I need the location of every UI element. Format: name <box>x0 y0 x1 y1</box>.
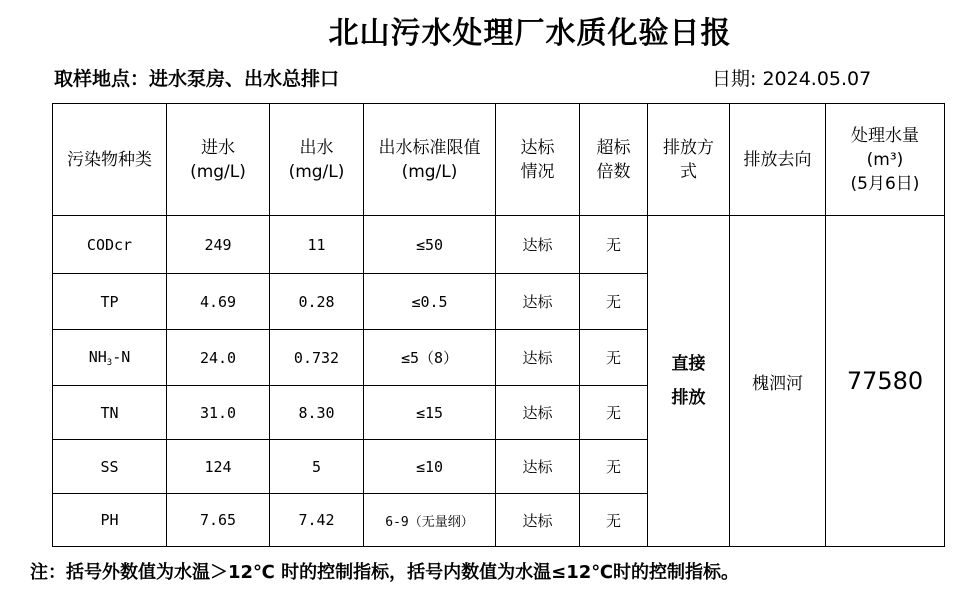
report-date: 日期: 2024.05.07 <box>712 68 872 90</box>
status-cell: 达标 <box>496 216 580 274</box>
limit-cell: ≤0.5 <box>364 274 496 330</box>
status-cell: 达标 <box>496 494 580 547</box>
table-row <box>53 216 945 274</box>
inflow-cell: 249 <box>167 216 270 274</box>
exceed-cell: 无 <box>580 494 648 547</box>
header-discharge-destination: 排放去向 <box>730 104 826 216</box>
exceed-cell: 无 <box>580 216 648 274</box>
inflow-cell: 124 <box>167 440 270 494</box>
exceed-cell: 无 <box>580 386 648 440</box>
status-cell: 达标 <box>496 440 580 494</box>
pollutant-cell: TN <box>53 386 167 440</box>
inflow-cell: 24.0 <box>167 330 270 386</box>
pollutant-cell: PH <box>53 494 167 547</box>
header-row <box>53 104 945 216</box>
report-title: 北山污水处理厂水质化验日报 <box>328 16 732 51</box>
pollutant-cell: TP <box>53 274 167 330</box>
outflow-cell: 11 <box>270 216 364 274</box>
header-outflow: 出水 (mg/L) <box>270 104 364 216</box>
exceed-cell: 无 <box>580 440 648 494</box>
outflow-cell: 0.732 <box>270 330 364 386</box>
exceed-cell: 无 <box>580 274 648 330</box>
discharge-method-cell: 直接 排放 <box>648 216 730 547</box>
pollutant-cell: $NH_3-N$ <box>53 330 167 386</box>
limit-cell: ≤5（8） <box>364 330 496 386</box>
status-cell: 达标 <box>496 274 580 330</box>
water-quality-table <box>52 103 945 547</box>
footnote: 注：括号外数值为水温＞12℃ 时的控制指标，括号内数值为水温≤12℃时的控制指标。 <box>30 562 740 583</box>
header-limit: 出水标准限值 (mg/L) <box>364 104 496 216</box>
header-inflow: 进水 (mg/L) <box>167 104 270 216</box>
inflow-cell: 4.69 <box>167 274 270 330</box>
header-exceed-multiple: 超标 倍数 <box>580 104 648 216</box>
inflow-cell: 7.65 <box>167 494 270 547</box>
exceed-cell: 无 <box>580 330 648 386</box>
header-pollutant: 污染物种类 <box>53 104 167 216</box>
inflow-cell: 31.0 <box>167 386 270 440</box>
header-treated-volume: 处理水量 (m³) (5月6日) <box>826 104 945 216</box>
outflow-cell: 5 <box>270 440 364 494</box>
limit-cell: ≤15 <box>364 386 496 440</box>
outflow-cell: 7.42 <box>270 494 364 547</box>
pollutant-cell: CODcr <box>53 216 167 274</box>
status-cell: 达标 <box>496 386 580 440</box>
treated-volume-cell: 77580 <box>826 216 945 547</box>
outflow-cell: 8.30 <box>270 386 364 440</box>
header-discharge-method: 排放方 式 <box>648 104 730 216</box>
limit-cell: 6-9（无量纲） <box>364 494 496 547</box>
limit-cell: ≤10 <box>364 440 496 494</box>
outflow-cell: 0.28 <box>270 274 364 330</box>
sample-location: 取样地点：进水泵房、出水总排口 <box>54 68 340 90</box>
discharge-destination-cell: 槐泗河 <box>730 216 826 547</box>
pollutant-cell: SS <box>53 440 167 494</box>
status-cell: 达标 <box>496 330 580 386</box>
limit-cell: ≤50 <box>364 216 496 274</box>
header-compliance: 达标 情况 <box>496 104 580 216</box>
